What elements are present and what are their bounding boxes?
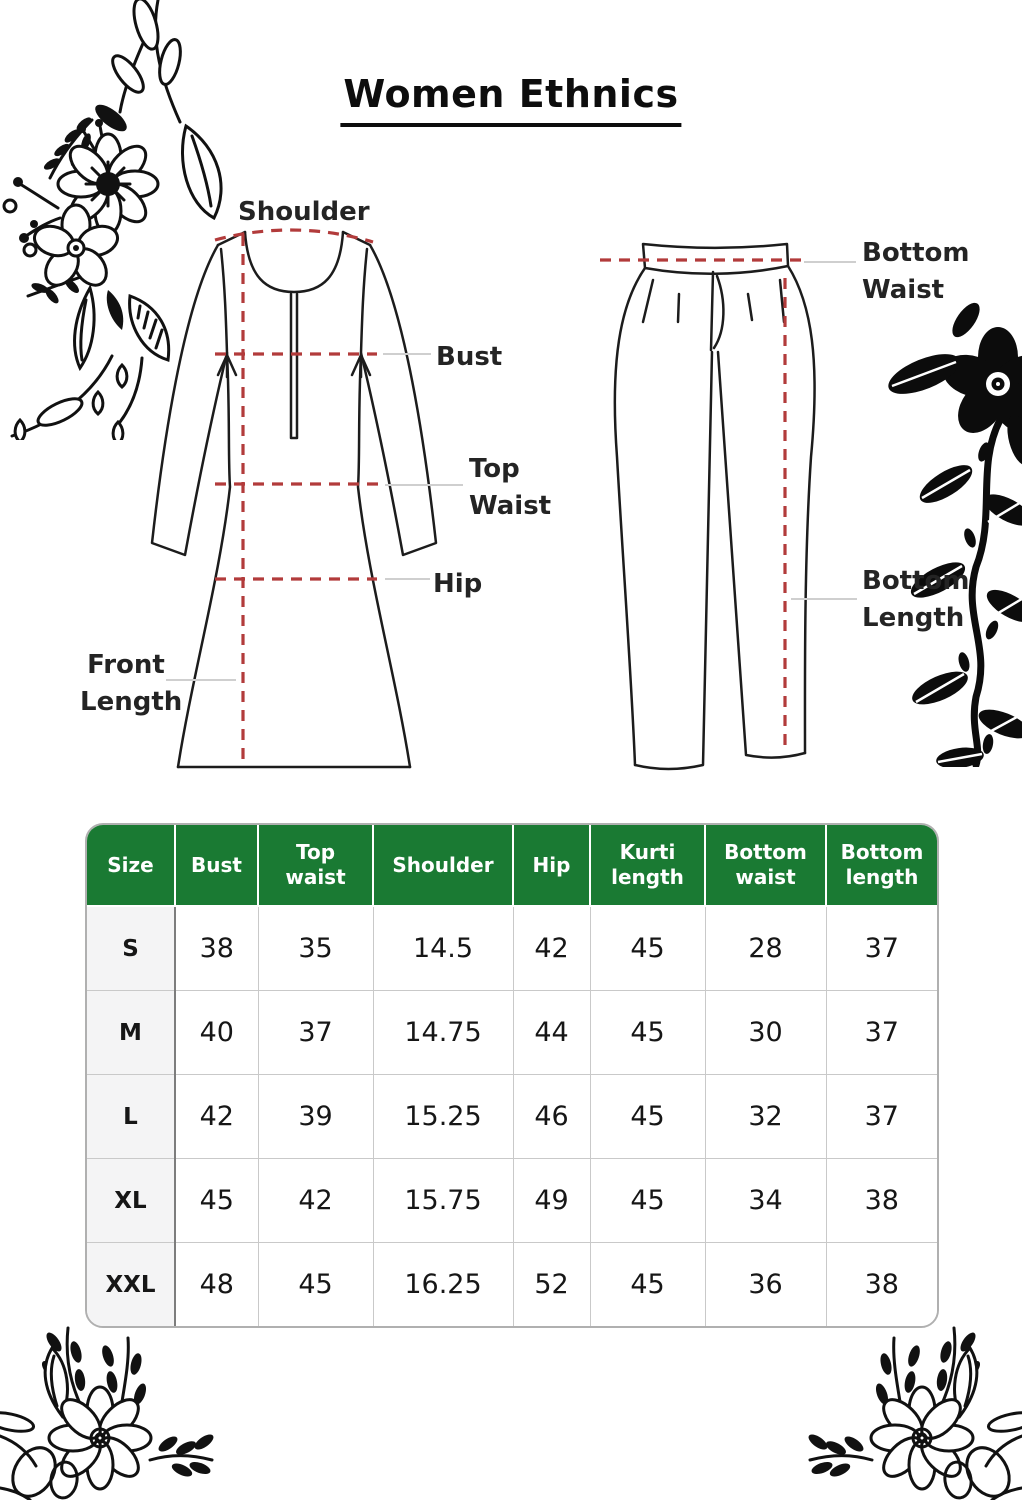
column-header: Hip	[513, 825, 590, 906]
measurement-cell: 45	[258, 1243, 373, 1327]
bottom-waist-pointer-line	[804, 261, 856, 263]
floral-line-art-bottom-left-decoration	[0, 1318, 215, 1500]
measurement-cell: 14.5	[373, 906, 513, 991]
measurement-cell: 28	[705, 906, 826, 991]
column-header: Bottom length	[826, 825, 937, 906]
table-row	[87, 1075, 937, 1159]
measurement-cell: 49	[513, 1159, 590, 1243]
measurement-cell: 40	[175, 991, 258, 1075]
top-waist-label-line2: Waist	[469, 491, 552, 521]
top-waist-pointer-line	[385, 484, 463, 486]
pants-measurement-diagram	[590, 232, 820, 772]
measurement-cell: 38	[826, 1243, 937, 1327]
measurement-cell: 37	[826, 991, 937, 1075]
measurement-cell: 39	[258, 1075, 373, 1159]
hip-label: Hip	[433, 569, 483, 599]
table-row	[87, 1243, 937, 1327]
shoulder-label: Shoulder	[238, 197, 370, 227]
size-table	[85, 823, 939, 1328]
column-header: Bust	[175, 825, 258, 906]
hip-pointer-line	[385, 578, 430, 580]
measurement-cell: 38	[175, 906, 258, 991]
measurement-cell: 45	[590, 991, 705, 1075]
size-cell: S	[87, 906, 175, 991]
measurement-cell: 14.75	[373, 991, 513, 1075]
column-header: Shoulder	[373, 825, 513, 906]
column-header: Top waist	[258, 825, 373, 906]
front-length-label-line1: Front	[87, 650, 165, 680]
bottom-length-pointer-line	[791, 598, 857, 600]
measurement-cell: 52	[513, 1243, 590, 1327]
top-waist-label-line1: Top	[469, 454, 520, 484]
measurement-cell: 45	[590, 906, 705, 991]
bottom-length-label-line1: Bottom	[862, 566, 970, 596]
measurement-cell: 45	[590, 1075, 705, 1159]
measurement-cell: 16.25	[373, 1243, 513, 1327]
floral-line-art-bottom-right-decoration	[807, 1318, 1022, 1500]
measurement-cell: 42	[513, 906, 590, 991]
measurement-cell: 42	[175, 1075, 258, 1159]
column-header: Size	[87, 825, 175, 906]
measurement-cell: 38	[826, 1159, 937, 1243]
measurement-cell: 45	[590, 1159, 705, 1243]
bottom-length-label-line2: Length	[862, 603, 965, 633]
bottom-waist-label-line2: Waist	[862, 275, 945, 305]
front-length-label	[80, 647, 183, 721]
bottom-length-label	[862, 563, 970, 637]
measurement-cell: 48	[175, 1243, 258, 1327]
top-waist-label	[469, 451, 551, 525]
size-cell: XXL	[87, 1243, 175, 1327]
measurement-cell: 36	[705, 1243, 826, 1327]
size-cell: XL	[87, 1159, 175, 1243]
measurement-cell: 32	[705, 1075, 826, 1159]
front-length-pointer-line	[166, 679, 236, 681]
column-header: Bottom waist	[705, 825, 826, 906]
bottom-waist-label-line1: Bottom	[862, 238, 970, 268]
measurement-cell: 37	[826, 906, 937, 991]
table-row	[87, 991, 937, 1075]
bottom-waist-label	[862, 235, 970, 309]
size-cell: L	[87, 1075, 175, 1159]
measurement-cell: 45	[590, 1243, 705, 1327]
bust-label: Bust	[436, 342, 503, 372]
measurement-cell: 30	[705, 991, 826, 1075]
table-row	[87, 906, 937, 991]
page-title: Women Ethnics	[340, 72, 681, 127]
measurement-cell: 45	[175, 1159, 258, 1243]
measurement-cell: 35	[258, 906, 373, 991]
measurement-cell: 44	[513, 991, 590, 1075]
column-header: Kurti length	[590, 825, 705, 906]
measurement-cell: 42	[258, 1159, 373, 1243]
table-row	[87, 1159, 937, 1243]
floral-silhouette-right-decoration	[880, 292, 1022, 767]
size-table-grid	[87, 825, 937, 1326]
measurement-cell: 15.25	[373, 1075, 513, 1159]
measurement-cell: 37	[826, 1075, 937, 1159]
size-cell: M	[87, 991, 175, 1075]
bust-pointer-line	[383, 353, 431, 355]
measurement-cell: 37	[258, 991, 373, 1075]
front-length-label-line2: Length	[80, 687, 183, 717]
size-table-body	[87, 906, 937, 1326]
measurement-cell: 46	[513, 1075, 590, 1159]
measurement-cell: 34	[705, 1159, 826, 1243]
size-table-header-row	[87, 825, 937, 906]
measurement-cell: 15.75	[373, 1159, 513, 1243]
